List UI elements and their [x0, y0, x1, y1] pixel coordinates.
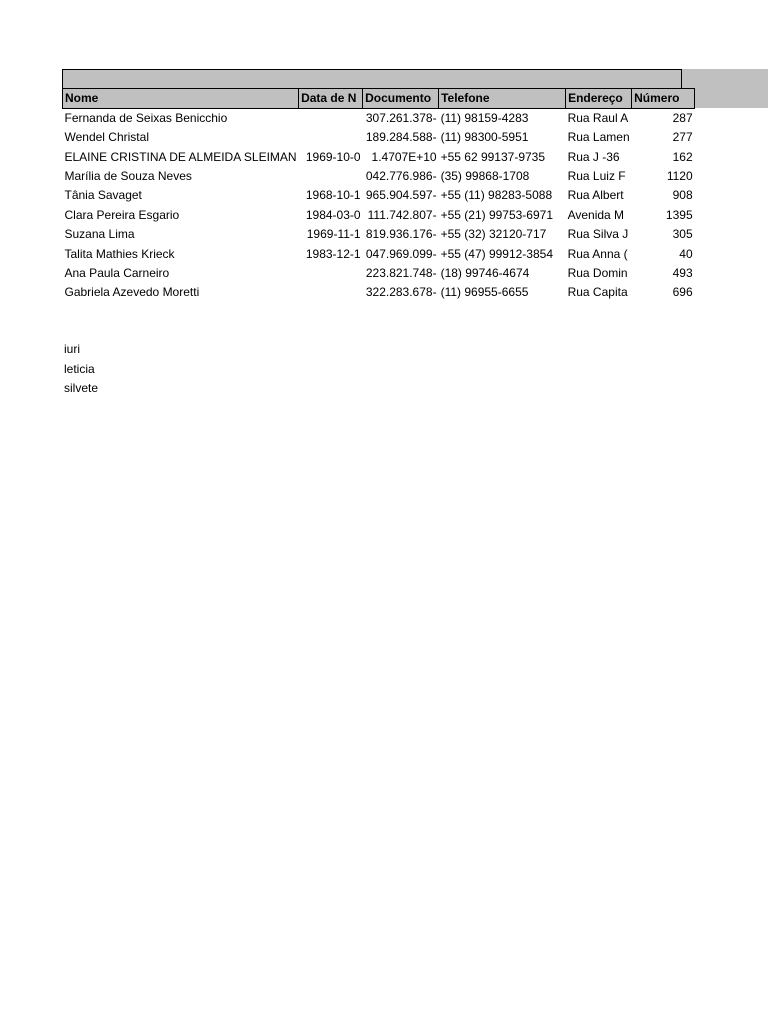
- cell-data-nascimento[interactable]: [299, 128, 363, 147]
- cell-endereco[interactable]: Rua Domin: [567, 265, 628, 280]
- list-item[interactable]: silvete: [64, 381, 99, 395]
- cell-documento[interactable]: 819.936.176-: [365, 227, 437, 242]
- cell-nome[interactable]: Fernanda de Seixas Benicchio: [64, 111, 228, 125]
- cell-telefone[interactable]: (11) 98159-4283: [440, 111, 529, 125]
- cell-telefone[interactable]: (18) 99746-4674: [440, 265, 530, 280]
- cell-numero[interactable]: 908: [672, 188, 693, 203]
- cell-documento[interactable]: 965.904.597-: [365, 188, 437, 203]
- cell-endereco[interactable]: Rua J -36: [567, 149, 620, 164]
- column-header-telefone[interactable]: Telefone: [439, 89, 566, 109]
- cell-data-nascimento[interactable]: 1969-11-1: [306, 227, 361, 242]
- cell-endereco[interactable]: Rua Albert: [567, 188, 624, 203]
- cell-telefone[interactable]: +55 (11) 98283-5088: [440, 188, 553, 203]
- table-row: [63, 206, 695, 225]
- list-item[interactable]: iuri: [64, 342, 81, 356]
- cell-documento[interactable]: 047.969.099-: [365, 246, 437, 261]
- cell-nome[interactable]: Marília de Souza Neves: [64, 168, 192, 183]
- cell-telefone[interactable]: (11) 96955-6655: [440, 285, 529, 300]
- cell-data-nascimento[interactable]: [299, 283, 363, 302]
- cell-numero[interactable]: 493: [672, 265, 693, 280]
- column-header-data-nascimento[interactable]: Data de N: [299, 89, 363, 109]
- cell-telefone[interactable]: (35) 99868-1708: [440, 168, 530, 183]
- cell-endereco[interactable]: Rua Anna (: [567, 246, 628, 261]
- cell-numero[interactable]: 1120: [666, 168, 693, 183]
- cell-data-nascimento[interactable]: [299, 109, 363, 129]
- cell-nome[interactable]: Wendel Christal: [64, 130, 149, 145]
- cell-nome[interactable]: Ana Paula Carneiro: [64, 265, 170, 280]
- cell-documento[interactable]: 307.261.378-: [365, 111, 437, 125]
- table-row: [63, 244, 695, 263]
- cell-data-nascimento[interactable]: 1983-12-1: [305, 246, 361, 261]
- table-row: [63, 128, 695, 147]
- cell-nome[interactable]: Tânia Savaget: [64, 188, 142, 203]
- column-header-endereco[interactable]: Endereço: [566, 89, 632, 109]
- cell-numero[interactable]: 277: [672, 130, 693, 145]
- cell-telefone[interactable]: +55 62 99137-9735: [440, 149, 546, 164]
- table-row: [63, 109, 695, 129]
- table-row: [63, 167, 695, 186]
- table-row: [63, 283, 695, 302]
- list-item[interactable]: leticia: [64, 361, 95, 376]
- cell-telefone[interactable]: +55 (32) 32120-717: [440, 227, 547, 242]
- header-banner: [62, 69, 682, 88]
- cell-data-nascimento[interactable]: 1984-03-0: [305, 207, 361, 222]
- cell-endereco[interactable]: Avenida M: [567, 207, 625, 222]
- cell-telefone[interactable]: +55 (47) 99912-3854: [440, 246, 554, 261]
- column-header-documento[interactable]: Documento: [363, 89, 439, 109]
- cell-nome[interactable]: Suzana Lima: [64, 227, 135, 242]
- cell-telefone[interactable]: (11) 98300-5951: [440, 130, 529, 145]
- column-header-numero[interactable]: Número: [632, 89, 695, 109]
- cell-endereco[interactable]: Rua Lamen: [567, 130, 630, 145]
- column-header-nome[interactable]: Nome: [63, 89, 299, 109]
- table-row: [63, 186, 695, 205]
- cell-documento[interactable]: 111.742.807-: [367, 207, 437, 222]
- cell-documento[interactable]: 042.776.986-: [365, 168, 437, 183]
- cell-nome[interactable]: Gabriela Azevedo Moretti: [64, 285, 200, 300]
- data-table: [62, 88, 695, 303]
- cell-telefone[interactable]: +55 (21) 99753-6971: [440, 207, 554, 222]
- cell-documento[interactable]: 189.284.588-: [365, 130, 437, 145]
- cell-data-nascimento[interactable]: 1969-10-0: [305, 149, 361, 164]
- header-row: [63, 89, 695, 109]
- cell-endereco[interactable]: Rua Silva J: [567, 227, 629, 242]
- name-list: [64, 340, 98, 399]
- table-row: [63, 147, 695, 166]
- cell-numero[interactable]: 162: [672, 149, 693, 164]
- cell-documento[interactable]: 1.4707E+10: [371, 149, 437, 164]
- cell-data-nascimento[interactable]: [299, 167, 363, 186]
- table-row: [63, 264, 695, 283]
- cell-numero[interactable]: 696: [672, 285, 693, 300]
- cell-endereco[interactable]: Rua Luiz F: [567, 168, 626, 183]
- cell-numero[interactable]: 40: [679, 246, 693, 261]
- cell-data-nascimento[interactable]: 1968-10-1: [305, 188, 361, 203]
- cell-numero[interactable]: 1395: [665, 207, 693, 222]
- cell-documento[interactable]: 223.821.748-: [365, 265, 437, 280]
- cell-data-nascimento[interactable]: [299, 264, 363, 283]
- cell-numero[interactable]: 305: [672, 227, 693, 242]
- table-row: [63, 225, 695, 244]
- cell-nome[interactable]: Talita Mathies Krieck: [64, 246, 175, 261]
- cell-nome[interactable]: Clara Pereira Esgario: [64, 207, 180, 222]
- cell-nome[interactable]: ELAINE CRISTINA DE ALMEIDA SLEIMAN: [64, 149, 297, 164]
- cell-endereco[interactable]: Rua Raul A: [567, 111, 629, 125]
- cell-documento[interactable]: 322.283.678-: [365, 285, 437, 300]
- cell-endereco[interactable]: Rua Capita: [567, 285, 628, 300]
- cell-numero[interactable]: 287: [672, 111, 693, 125]
